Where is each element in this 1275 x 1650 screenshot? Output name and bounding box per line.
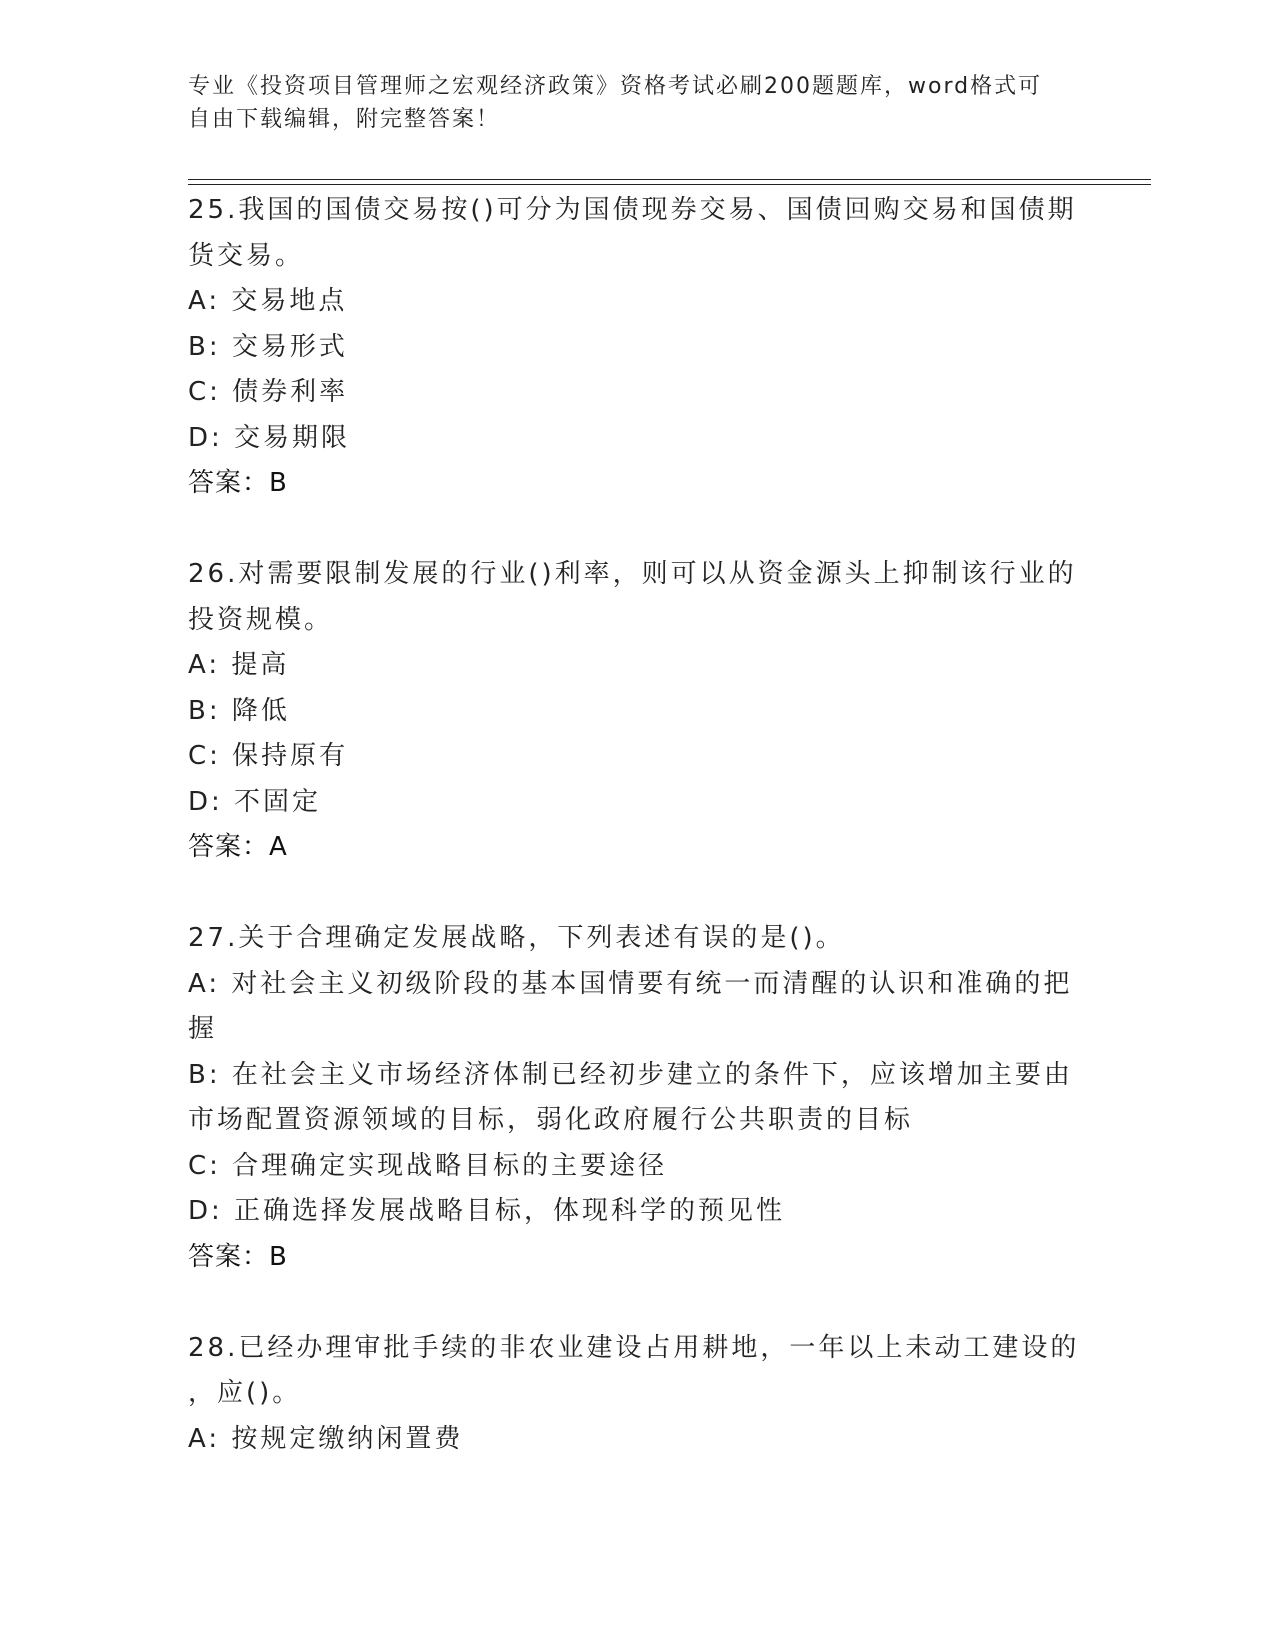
question-list — [188, 188, 1088, 1462]
option-b — [188, 1053, 1088, 1144]
option-line: A: 对社会主义初级阶段的基本国情要有统一而清醒的认识和准确的把 — [188, 968, 1073, 999]
option-line: D: 正确选择发展战略目标，体现科学的预见性 — [188, 1196, 786, 1226]
option-a: A: 按规定缴纳闲置费 — [188, 1423, 464, 1454]
question-stem-line: 26.对需要限制发展的行业()利率，则可以从资金源头上抑制该行业的 — [188, 559, 1077, 589]
option-b: B: 交易形式 — [188, 331, 348, 362]
question-stem-line: 货交易。 — [188, 240, 305, 271]
question-stem — [188, 1326, 1088, 1417]
option-a: A: 交易地点 — [188, 286, 348, 316]
option-a: A: 提高 — [188, 650, 290, 680]
header-divider-bottom — [188, 184, 1151, 185]
question-stem-line: 25.我国的国债交易按()可分为国债现券交易、国债回购交易和国债期 — [188, 195, 1077, 225]
question-stem — [188, 916, 1088, 962]
question-gap — [188, 1280, 1088, 1326]
question-gap — [188, 507, 1088, 553]
question-gap — [188, 871, 1088, 917]
option-line: B: 在社会主义市场经济体制已经初步建立的条件下，应该增加主要由 — [188, 1059, 1073, 1090]
header-divider-top — [188, 179, 1151, 180]
option-c: C: 保持原有 — [188, 741, 349, 771]
option-c: C: 债券利率 — [188, 377, 349, 407]
document-header — [188, 70, 1088, 136]
question-26 — [188, 552, 1088, 871]
option-c — [188, 1144, 1088, 1190]
header-line-2: 自由下载编辑，附完整答案！ — [188, 107, 501, 132]
option-line: 握 — [188, 1014, 218, 1044]
option-line: 市场配置资源领域的目标，弱化政府履行公共职责的目标 — [188, 1105, 914, 1135]
question-25 — [188, 188, 1088, 507]
question-28 — [188, 1326, 1088, 1463]
question-stem — [188, 188, 1088, 279]
option-d: D: 交易期限 — [188, 422, 351, 453]
question-stem-line: 投资规模。 — [188, 604, 334, 635]
question-stem-line: ，应()。 — [188, 1378, 302, 1408]
option-d: D: 不固定 — [188, 786, 322, 817]
option-d — [188, 1189, 1088, 1235]
option-b: B: 降低 — [188, 695, 290, 726]
answer-line: 答案：B — [188, 1241, 288, 1272]
question-stem — [188, 552, 1088, 643]
header-line-1: 专业《投资项目管理师之宏观经济政策》资格考试必刷200题题库，word格式可 — [188, 74, 1043, 99]
answer-line: 答案：B — [188, 468, 288, 498]
option-line: C: 合理确定实现战略目标的主要途径 — [188, 1150, 668, 1181]
question-stem-line: 27.关于合理确定发展战略，下列表述有误的是()。 — [188, 923, 845, 953]
answer-line: 答案：A — [188, 832, 288, 862]
question-stem-line: 28.已经办理审批手续的非农业建设占用耕地，一年以上未动工建设的 — [188, 1332, 1080, 1363]
option-a — [188, 962, 1088, 1053]
question-27 — [188, 916, 1088, 1280]
